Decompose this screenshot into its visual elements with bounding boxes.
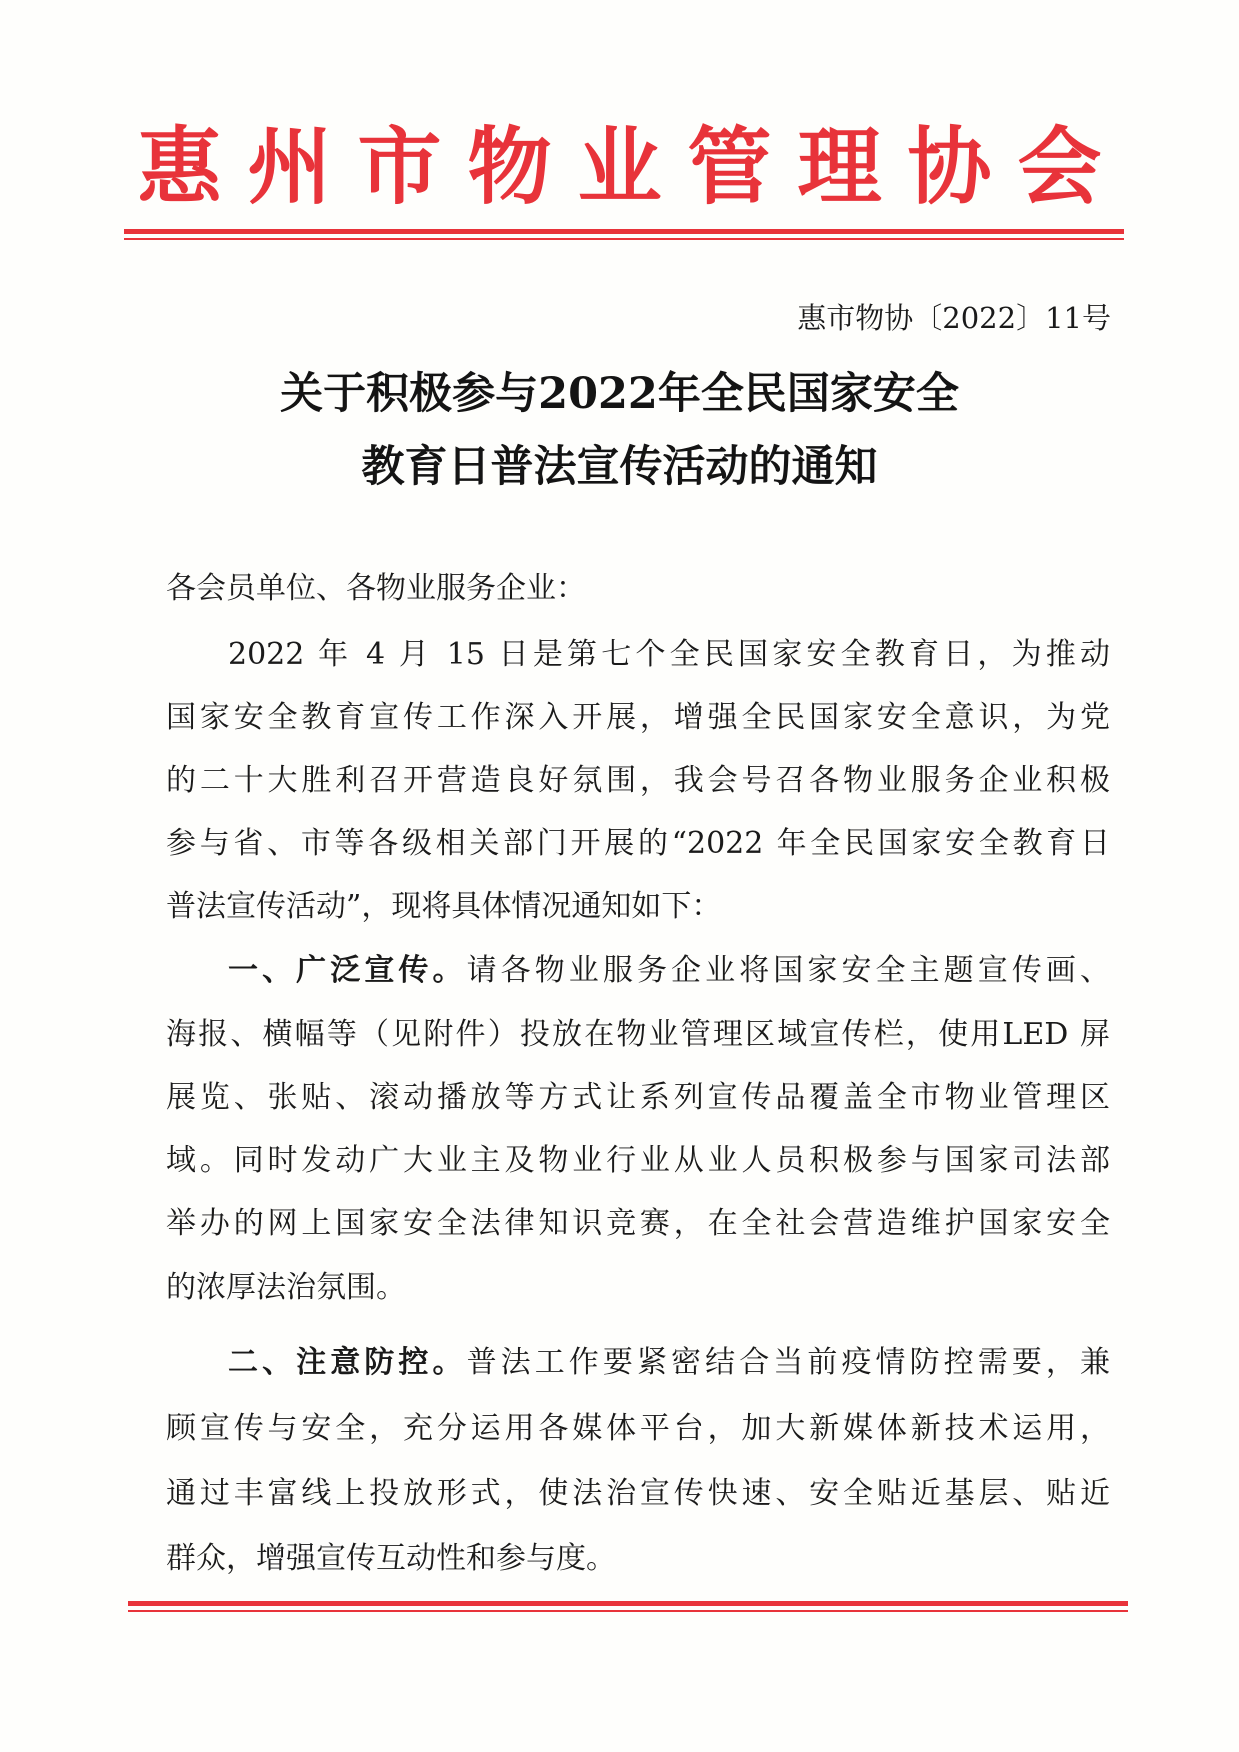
section-1-line: 的浓厚法治氛围。: [166, 1270, 406, 1305]
intro-line: 普法宣传活动”，现将具体情况通知如下：: [166, 889, 722, 924]
intro-line: 2022 年 4 月 15 日是第七个全民国家安全教育日，为推动: [228, 637, 1110, 672]
section-1-line: 举办的网上国家安全法律知识竞赛，在全社会营造维护国家安全: [166, 1206, 1110, 1241]
section-2-heading: 二、注意防控。: [228, 1345, 467, 1380]
document-title-line-2: 教育日普法宣传活动的通知: [361, 442, 878, 492]
section-2-line: 通过丰富线上投放形式，使法治宣传快速、安全贴近基层、贴近: [166, 1476, 1110, 1511]
footer-rule-thick: [128, 1601, 1128, 1606]
letterhead-title: 惠州市物业管理协会: [137, 117, 1128, 216]
document-title-line-1: 关于积极参与2022年全民国家安全: [280, 369, 959, 419]
letterhead-rule-thick: [124, 229, 1124, 234]
section-2-first-line: [228, 1331, 1110, 1395]
letterhead-rule-thin: [124, 238, 1124, 240]
section-1-line: 域。同时发动广大业主及物业行业从业人员积极参与国家司法部: [166, 1143, 1110, 1178]
section-2-line: 顾宣传与安全，充分运用各媒体平台，加大新媒体新技术运用，: [166, 1411, 1110, 1446]
intro-line: 的二十大胜利召开营造良好氛围，我会号召各物业服务企业积极: [166, 763, 1110, 798]
intro-line: 参与省、市等各级相关部门开展的“2022 年全民国家安全教育日: [166, 826, 1110, 861]
section-1-heading: 一、广泛宣传。: [228, 953, 467, 988]
footer-rule-thin: [128, 1610, 1128, 1612]
intro-line: 国家安全教育宣传工作深入开展，增强全民国家安全意识，为党: [166, 700, 1110, 735]
section-2-line: 群众，增强宣传互动性和参与度。: [166, 1541, 616, 1576]
salutation: 各会员单位、各物业服务企业：: [166, 571, 586, 606]
section-1-first-line: [228, 939, 1110, 1003]
section-1-line: 海报、横幅等（见附件）投放在物业管理区域宣传栏，使用LED 屏: [166, 1017, 1110, 1052]
section-1-line: 展览、张贴、滚动播放等方式让系列宣传品覆盖全市物业管理区: [166, 1080, 1110, 1115]
document-number: 惠市物协〔2022〕11号: [797, 301, 1111, 335]
section-2-first-line-text: 普法工作要紧密结合当前疫情防控需要，兼: [466, 1345, 1111, 1380]
section-1-first-line-text: 请各物业服务企业将国家安全主题宣传画、: [466, 953, 1111, 988]
